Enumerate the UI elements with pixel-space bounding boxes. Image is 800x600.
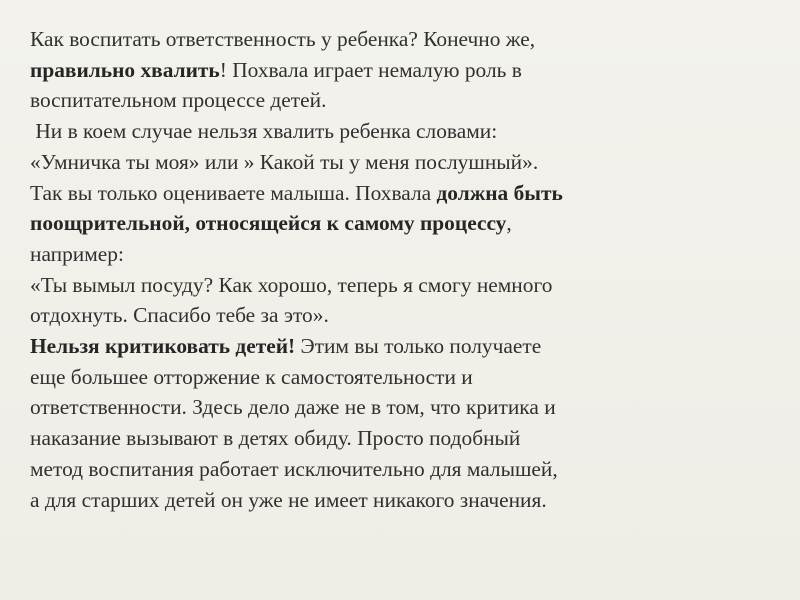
- text-line: [30, 55, 780, 86]
- text-run: «Умничка ты моя» или » Какой ты у меня послушный».: [30, 149, 539, 174]
- slide-body-text: [30, 24, 780, 515]
- text-line: [30, 208, 780, 239]
- text-line: [30, 147, 780, 178]
- text-run: например:: [30, 241, 124, 266]
- bold-text-run: Нельзя критиковать детей!: [30, 334, 296, 359]
- text-line: [30, 331, 780, 362]
- text-run: отдохнуть. Спасибо тебе за это».: [30, 303, 329, 328]
- text-run: а для старших детей он уже не имеет никакого значения.: [30, 487, 547, 512]
- bold-text-run: должна быть: [436, 180, 563, 205]
- text-run: Этим вы только получаете: [295, 334, 542, 359]
- text-line: [30, 454, 780, 485]
- text-line: [30, 270, 780, 301]
- text-run: еще большее отторжение к самостоятельности и: [30, 364, 473, 389]
- text-run: ответственности. Здесь дело даже не в том, что критика и: [30, 395, 556, 420]
- text-run: метод воспитания работает исключительно для малышей,: [30, 456, 558, 481]
- text-line: [30, 423, 780, 454]
- text-run: Так вы только оцениваете малыша. Похвала: [30, 180, 437, 205]
- bold-text-run: поощрительной, относящейся к самому процессу: [30, 211, 507, 236]
- text-line: [30, 362, 780, 393]
- text-line: [30, 24, 780, 55]
- text-run: «Ты вымыл посуду? Как хорошо, теперь я смогу немного: [30, 272, 553, 297]
- text-line: [30, 239, 780, 270]
- text-run: Как воспитать ответственность у ребенка? Конечно же,: [30, 27, 536, 51]
- text-line: [30, 300, 780, 331]
- text-line: [30, 392, 780, 423]
- text-line: [30, 485, 780, 516]
- text-run: ! Похвала играет немалую роль в: [219, 57, 522, 82]
- text-line: [30, 116, 780, 147]
- text-run: Ни в коем случае нельзя хвалить ребенка словами:: [30, 119, 498, 144]
- text-run: воспитательном процессе детей.: [30, 88, 327, 113]
- text-line: [30, 85, 780, 116]
- text-run: наказание вызывают в детях обиду. Просто подобный: [30, 426, 521, 451]
- text-run: ,: [506, 211, 512, 236]
- text-line: [30, 178, 780, 209]
- bold-text-run: правильно хвалить: [30, 57, 220, 82]
